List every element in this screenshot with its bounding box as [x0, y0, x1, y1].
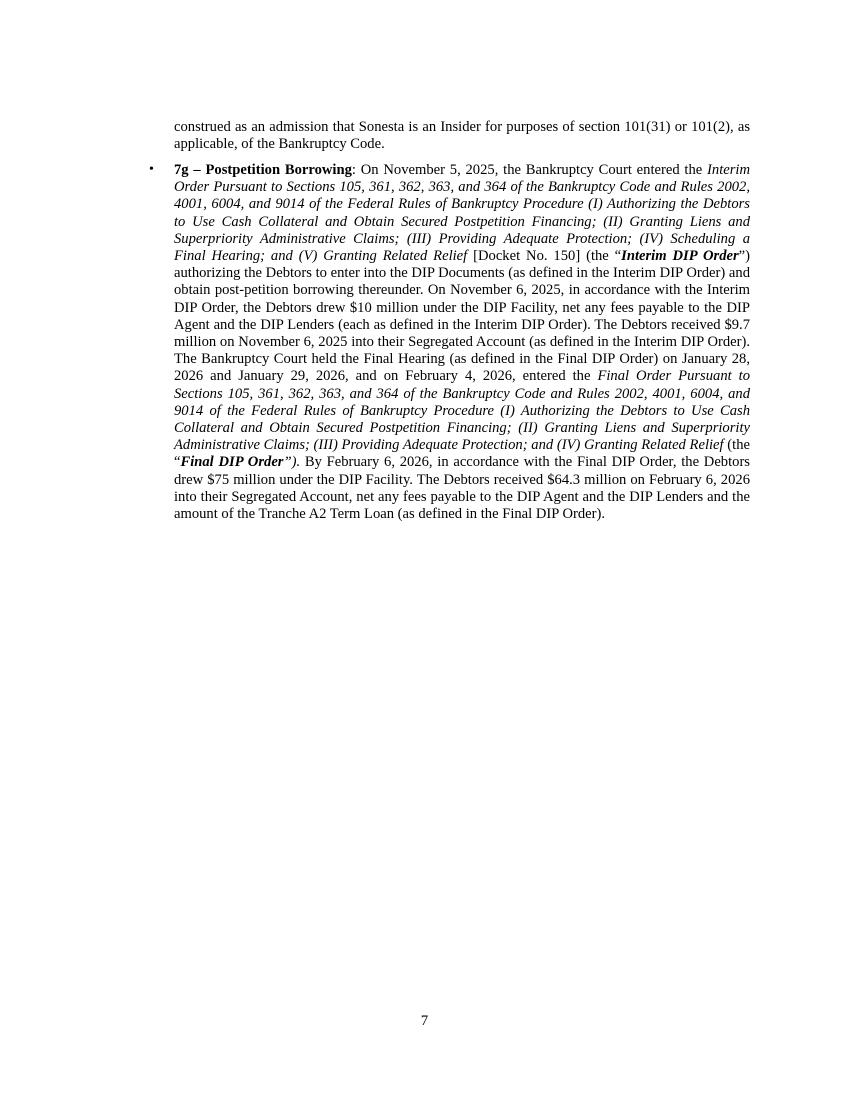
- paragraph-text-1: On November 5, 2025, the Bankruptcy Court entered the: [360, 162, 708, 178]
- final-order-title: Final Order Pursuant to Sections 105, 361, 362, 363, and 364 of the Bankruptcy Code and Rules 2002, 4001, 6004, and 9014 of the Federal Rules of Bankruptcy Procedure (I) Authorizing the Debtors to Use Cash Collateral and Obtain Secured Postpetition Financing; (II) Granting Liens and Superpriority Administrative Claims; (III) Providing Adequate Protection; and (IV) Granting Related Relief: [174, 368, 751, 454]
- postpetition-borrowing-paragraph: [174, 162, 750, 523]
- final-dip-order-term: Final DIP Order: [180, 454, 284, 471]
- page-number: 7: [420, 1013, 429, 1029]
- interim-order-title: Interim Order Pursuant to Sections 105, 361, 362, 363, and 364 of the Bankruptcy Code and Rules 2002, 4001, 6004, and 9014 of the Federal Rules of Bankruptcy Procedure (I) Authorizing the Debtors to Use Cash Collateral and Obtain Secured Postpetition Financing; (II) Granting Liens and Superpriority Administrative Claims; (III) Providing Adequate Protection; (IV) Scheduling a Final Hearing; and (V) Granting Related Relief: [174, 162, 751, 265]
- bullet-icon: •: [149, 162, 154, 177]
- paragraph-text-4: (the “: [174, 437, 750, 471]
- continuation-paragraph: construed as an admission that Sonesta is an Insider for purposes of section 101(31) or 101(2), as applicable, of the Bankruptcy Code.: [174, 119, 750, 153]
- paragraph-text-5: ”).: [283, 454, 301, 471]
- paragraph-text-6: By February 6, 2026, in accordance with the Final DIP Order, the Debtors drew $75 million under the DIP Facility. The Debtors received $64.3 million on February 6, 2026 into their Segregated Account, net any fees payable to the DIP Agent and the DIP Lenders and the amount of the Tranche A2 Term Loan (as defined in the Final DIP Order).: [174, 454, 750, 523]
- interim-dip-order-term: Interim DIP Order: [621, 248, 739, 265]
- paragraph-text-3: ”) authorizing the Debtors to enter into the DIP Documents (as defined in the Interim DIP Order) and obtain post-petition borrowing thereunder. On November 6, 2025, in accordance with the Interim DIP Order, the Debtors drew $10 million under the DIP Facility, net any fees payable to the DIP Agent and the DIP Lenders (each as defined in the Interim DIP Order). The Debtors received $9.7 million on November 6, 2025 into their Segregated Account (as defined in the Interim DIP Order). The Bankruptcy Court held the Final Hearing (as defined in the Final DIP Order) on January 28, 2026 and January 29, 2026, and on February 4, 2026, entered the: [174, 248, 750, 385]
- paragraph-text-2: [Docket No. 150] (the “: [467, 248, 622, 265]
- heading-colon: :: [351, 162, 361, 178]
- section-heading: 7g – Postpetition Borrowing: [174, 162, 352, 178]
